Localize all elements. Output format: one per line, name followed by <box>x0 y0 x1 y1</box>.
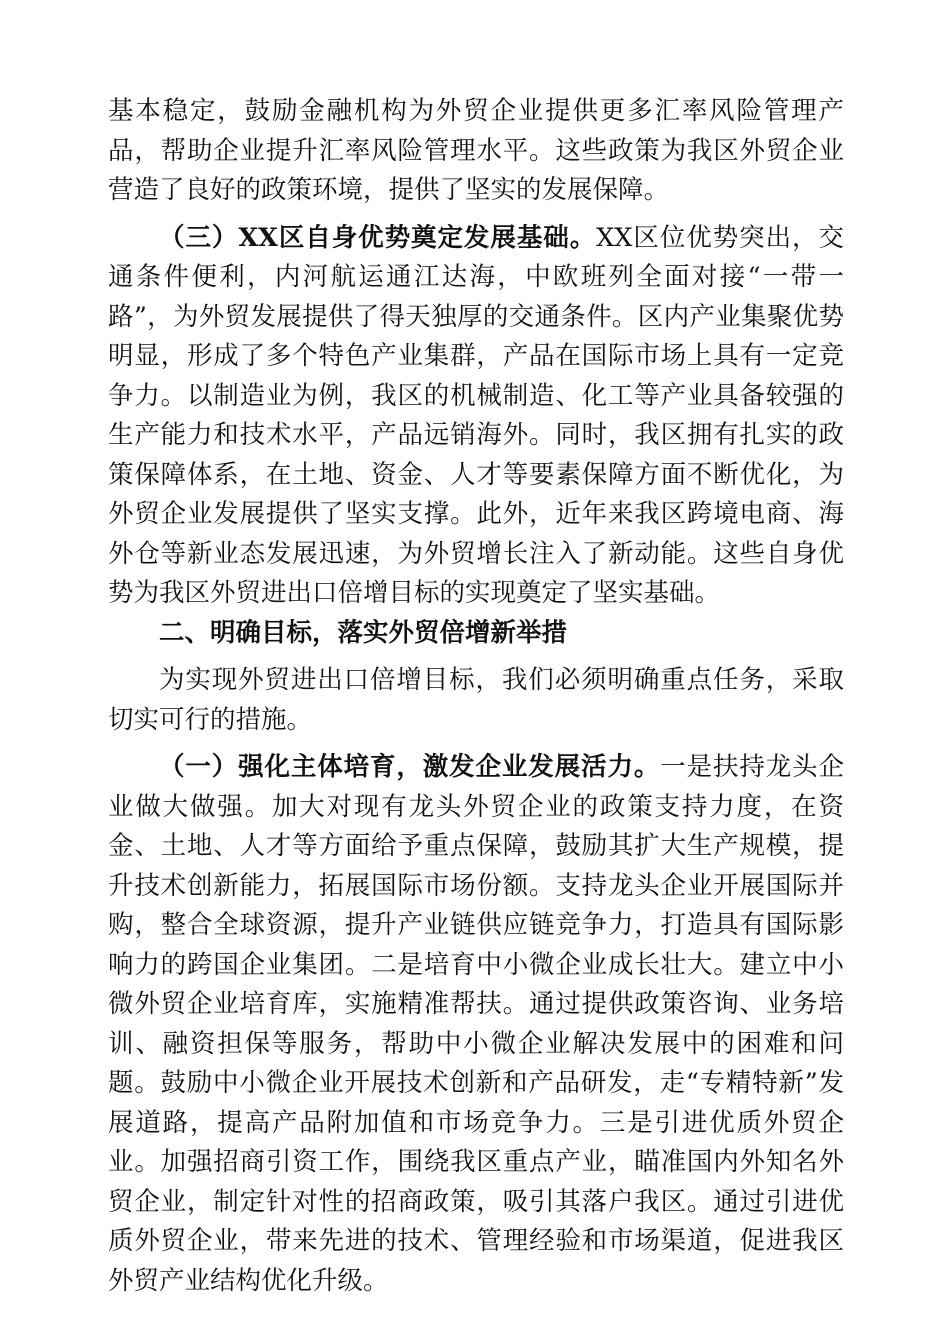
section-heading-2: 二、明确目标，落实外贸倍增新举措 <box>159 617 568 648</box>
paragraph-body: 一是扶持龙头企业做大做强。加大对现有龙头外贸企业的政策支持力度，在资金、土地、人才等方面给予重点保障，鼓励其扩大生产规模，提升技术创新能力，拓展国际市场份额。支持龙头企业开展国际并购，整合全球资源，提升产业链供应链竞争力，打造具有国际影响力的跨国企业集团。二是培育中小微企业成长壮大。建立中小微外贸企业培育库，实施精准帮扶。通过提供政策咨询、业务培训、融资担保等服务，帮助中小微企业解决发展中的困难和问题。鼓励中小微企业开展技术创新和产品研发，走“专精特新”发展道路，提高产品附加值和市场竞争力。三是引进优质外贸企业。加强招商引资工作，围绕我区重点产业，瞄准国内外知名外贸企业，制定针对性的招商政策，吸引其落户我区。通过引进优质外贸企业，带来先进的技术、管理经验和市场渠道，促进我区外贸产业结构优化升级。 <box>108 752 844 1296</box>
paragraph-intro-measures <box>108 661 844 740</box>
paragraph-body: 基本稳定，鼓励金融机构为外贸企业提供更多汇率风险管理产品，帮助企业提升汇率风险管理水平。这些政策为我区外贸企业营造了良好的政策环境，提供了坚实的发展保障。 <box>108 96 844 205</box>
document-page <box>108 92 844 1301</box>
paragraph-body: XX区位优势突出，交通条件便利，内河航运通江达海，中欧班列全面对接“一带一路”，为外贸发展提供了得天独厚的交通条件。区内产业集聚优势明显，形成了多个特色产业集群，产品在国际市场上具有一定竞争力。以制造业为例，我区的机械制造、化工等产业具备较强的生产能力和技术水平，产品远销海外。同时，我区拥有扎实的政策保障体系，在土地、资金、人才等要素保障方面不断优化，为外贸企业发展提供了坚实支撑。此外，近年来我区跨境电商、海外仓等新业态发展迅速，为外贸增长注入了新动能。这些自身优势为我区外贸进出口倍增目标的实现奠定了坚实基础。 <box>108 222 845 608</box>
paragraph-body: 为实现外贸进出口倍增目标，我们必须明确重点任务，采取切实可行的措施。 <box>108 665 844 735</box>
paragraph-section-3-advantages <box>108 219 844 614</box>
paragraph-policy-continuation <box>108 92 844 211</box>
paragraph-lead-heading: （三）XX区自身优势奠定发展基础。 <box>159 222 597 253</box>
paragraph-section-1-cultivation <box>108 748 844 1301</box>
paragraph-lead-heading: （一）强化主体培育，激发企业发展活力。 <box>159 752 661 782</box>
